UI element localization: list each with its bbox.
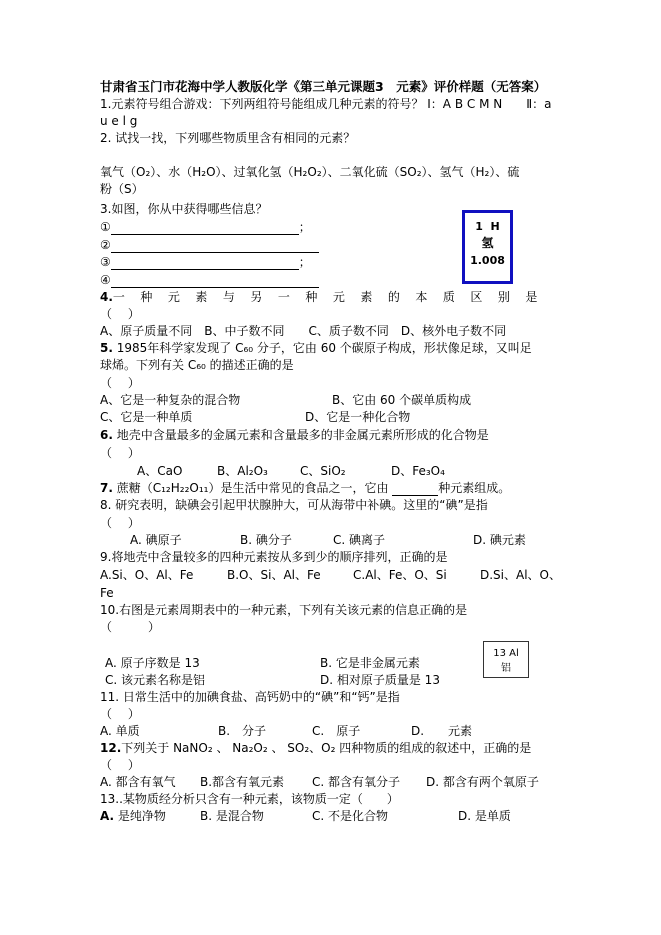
option-d: D. 相对原子质量是 13 <box>320 673 440 687</box>
option-b: B. 分子 <box>218 724 267 738</box>
option-d: D. 元素 <box>411 724 473 738</box>
option-a: A. 都含有氧气 <box>100 775 176 789</box>
q3-stem: 3.如图，你从中获得哪些信息？ <box>100 202 268 216</box>
question-text-end: 种元素组成。 <box>438 481 511 495</box>
option-a: A. 原子序数是 13 <box>105 656 200 670</box>
q11-paren: （ ） <box>100 707 140 721</box>
q1-line1: 1.元素符号组合游戏：下列两组符号能组成几种元素的符号？ Ⅰ：A B C M N Ⅱ：a <box>100 97 552 111</box>
answer-blank[interactable] <box>392 483 438 496</box>
q11-options <box>100 723 473 739</box>
option-a-label: A. <box>100 809 115 823</box>
option-a: 是纯净物 <box>114 809 166 823</box>
q5-paren: （ ） <box>100 376 140 390</box>
question-text: 地壳中含量最多的金属元素和含量最多的非金属元素所形成的化合物是 <box>112 428 489 442</box>
q2-line2: 粉（S） <box>100 182 144 196</box>
question-text: 1985年科学家发现了 C₆₀ 分子，它由 60 个碳原子构成，形状像足球，又叫足 <box>112 341 532 355</box>
q5-options-row1 <box>100 392 472 408</box>
question-number: 12. <box>100 741 122 755</box>
option-c: C. 不是化合物 <box>312 809 389 823</box>
q11-stem: 11. 日常生活中的加碘食盐、高钙奶中的“碘”和“钙”是指 <box>100 690 400 704</box>
q8-stem: 8. 研究表明，缺碘会引起甲状腺肿大，可从海带中补碘。这里的“碘”是指 <box>100 498 488 512</box>
option-a: A. 碘原子 <box>130 533 182 547</box>
option-c: C. 原子 <box>312 724 361 738</box>
q5-line1 <box>100 340 532 356</box>
q10-stem: 10.右图是元素周期表中的一种元素，下列有关该元素的信息正确的是 <box>100 603 468 617</box>
option-c: C. 碘离子 <box>333 533 386 547</box>
option-c: C.Al、Fe、O、Si <box>353 568 447 582</box>
document-title: 甘肃省玉门市花海中学人教版化学《第三单元课题3 元素》评价样题（无答案） <box>100 79 547 94</box>
option-c: C. 该元素名称是铝 <box>105 673 206 687</box>
option-d: D、它是一种化合物 <box>305 410 411 424</box>
answer-blank[interactable] <box>111 257 299 270</box>
mark: ③ <box>100 255 111 269</box>
q12-options <box>100 774 539 790</box>
q2-stem: 2. 试找一找，下列哪些物质里含有相同的元素？ <box>100 131 356 145</box>
option-d: D. 碘元素 <box>473 533 526 547</box>
question-text: 下列关于 NaNO₂ 、 Na₂O₂ 、 SO₂、O₂ 四种物质的组成的叙述中，正确的是 <box>121 741 532 755</box>
q1-line2: u e l g <box>100 114 138 128</box>
question-text: 蔗糖（C₁₂H₂₂O₁₁）是生活中常见的食品之一，它由 <box>112 481 393 495</box>
q6-paren: （ ） <box>100 446 140 460</box>
q13-stem: 13..某物质经分析只含有一种元素，该物质一定（ ） <box>100 792 399 806</box>
question-number: 6. <box>100 428 113 442</box>
q8-paren: （ ） <box>100 516 140 530</box>
option-d: D. 都含有两个氧原子 <box>426 775 539 789</box>
mark: ② <box>100 238 111 252</box>
option-b: B、它由 60 个碳单质构成 <box>332 393 472 407</box>
q3-blank-1 <box>100 219 311 235</box>
option-c: C、SiO₂ <box>300 464 346 478</box>
option-a: A、它是一种复杂的混合物 <box>100 393 241 407</box>
q9-options-wrap: Fe <box>100 586 114 600</box>
q4-stem <box>100 289 553 305</box>
hydrogen-element-card <box>462 210 513 284</box>
q12-paren: （ ） <box>100 758 140 772</box>
q2-line1: 氧气（O₂）、水（H₂O）、过氧化氢（H₂O₂）、二氧化硫（SO₂）、氢气（H₂）、硫 <box>100 165 520 179</box>
q4-options: A、原子质量不同 B、中子数不同 C、质子数不同 D、核外电子数不同 <box>100 324 507 338</box>
question-number: 7. <box>100 481 113 495</box>
answer-blank[interactable] <box>111 275 319 288</box>
mark: ④ <box>100 273 111 287</box>
option-a: A、CaO <box>137 464 183 478</box>
option-b: B、Al₂O₃ <box>217 464 268 478</box>
semicolon: ； <box>298 255 311 269</box>
atomic-mass: 1.008 <box>470 254 505 267</box>
option-b: B.都含有氧元素 <box>200 775 285 789</box>
question-number: 5. <box>100 341 113 355</box>
q3-blank-2 <box>100 237 319 253</box>
q3-blank-4 <box>100 272 319 288</box>
q12-stem <box>100 740 531 756</box>
mark: ① <box>100 220 111 234</box>
option-c: C、它是一种单质 <box>100 410 193 424</box>
option-c: C. 都含有氧分子 <box>312 775 401 789</box>
answer-blank[interactable] <box>111 222 299 235</box>
atomic-number-symbol: 13 Al <box>493 648 519 659</box>
option-d: D、Fe₃O₄ <box>391 464 445 478</box>
q5-options-row2 <box>100 409 411 425</box>
q5-line2: 球烯。下列有关 C₆₀ 的描述正确的是 <box>100 358 294 372</box>
option-a: A. 单质 <box>100 724 140 738</box>
element-name: 铝 <box>501 663 511 674</box>
q13-options <box>100 808 511 824</box>
element-name: 氢 <box>481 236 494 250</box>
option-a: A.Si、O、Al、Fe <box>100 568 194 582</box>
option-d: D.Si、Al、O、 <box>480 568 561 582</box>
option-b: B. 它是非金属元素 <box>320 656 420 670</box>
q6-stem <box>100 427 489 443</box>
q9-stem: 9.将地壳中含量较多的四种元素按从多到少的顺序排列，正确的是 <box>100 550 448 564</box>
aluminum-element-card <box>483 641 529 678</box>
option-d: D. 是单质 <box>458 809 511 823</box>
option-b: B. 是混合物 <box>200 809 264 823</box>
q3-blank-3 <box>100 254 311 270</box>
element-symbol: H <box>490 220 500 233</box>
q4-paren: （ ） <box>100 307 140 321</box>
q10-paren: （ ） <box>100 620 161 634</box>
answer-blank[interactable] <box>111 240 319 253</box>
option-b: B.O、Si、Al、Fe <box>227 568 321 582</box>
option-b: B. 碘分子 <box>240 533 292 547</box>
question-text: 一种元素与另一种元素的本质区别是 <box>112 290 553 304</box>
semicolon: ； <box>298 220 311 234</box>
atomic-number: 1 <box>475 220 483 233</box>
question-number: 4. <box>100 290 113 304</box>
q9-options <box>100 567 561 583</box>
q7-stem <box>100 480 510 496</box>
